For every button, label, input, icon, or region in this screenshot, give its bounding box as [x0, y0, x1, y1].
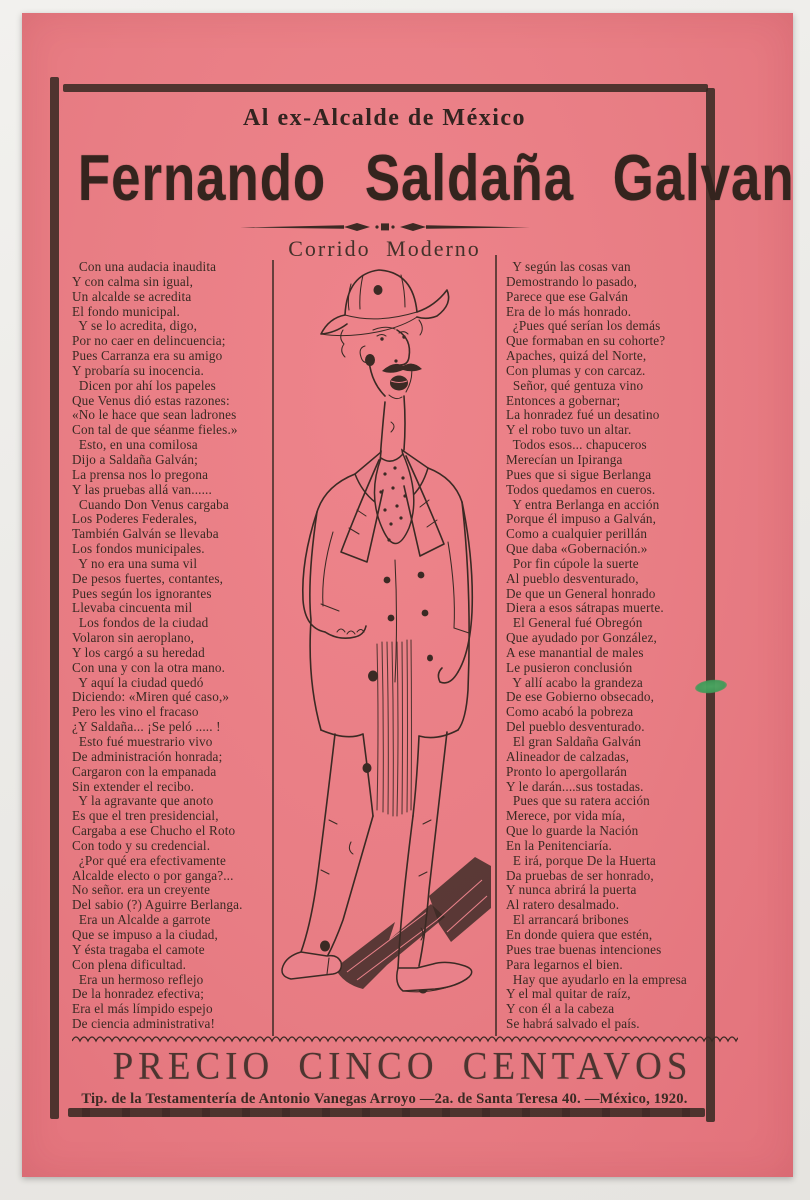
- verse-line: Al ratero desalmado.: [506, 897, 620, 913]
- verse-line: El General fué Obregón: [506, 615, 643, 631]
- verse-line: Los fondos de la ciudad: [72, 615, 209, 631]
- verse-line: Esto fué muestrario vivo: [72, 734, 213, 749]
- verse-line: Y entra Berlanga en acción: [506, 496, 660, 512]
- verse-line: Pues que su ratera acción: [506, 793, 650, 809]
- verse-line: En la Penitenciaría.: [506, 837, 612, 853]
- verse-line: Y allí acabo la grandeza: [506, 674, 643, 690]
- frame-rule-bottom: [68, 1108, 705, 1117]
- verse-line: Sin extender el recibo.: [72, 778, 195, 794]
- verse-line: Pues que si sigue Berlanga: [506, 466, 652, 482]
- verse-line: De pesos fuertes, contantes,: [72, 570, 224, 586]
- verse-line: Alineador de calzadas,: [506, 748, 630, 764]
- verse-line: Que se impuso a la ciudad,: [72, 926, 218, 942]
- verse-line: Que lo guarde la Nación: [506, 823, 639, 839]
- verse-line: Era un hermoso reflejo: [72, 971, 204, 987]
- verse-line: E irá, porque De la Huerta: [506, 852, 656, 868]
- verse-line: Todos quedamos en cueros.: [506, 481, 656, 497]
- verse-line: Pronto lo apergollarán: [506, 763, 627, 779]
- verse-line: De administración honrada;: [72, 748, 223, 764]
- verse-line: Todos esos... chapuceros: [506, 437, 647, 453]
- verse-line: Diciendo: «Miren qué caso,»: [72, 689, 230, 705]
- verse-line: Merecían un Ipiranga: [506, 451, 623, 467]
- verse-line: Cargaba a ese Chucho el Roto: [72, 823, 236, 839]
- verse-line: Un alcalde se acredita: [72, 288, 192, 304]
- frame-rule-left: [50, 77, 59, 1119]
- verse-line: Para legarnos el bien.: [506, 956, 623, 972]
- verse-line: De la honradez efectiva;: [72, 986, 205, 1002]
- imprint-line: Tip. de la Testamentería de Antonio Vanegas Arroyo —2a. de Santa Teresa 40. —México, 1920.: [81, 1091, 688, 1107]
- subtitle-text: Corrido Moderno: [288, 236, 481, 261]
- verse-line: Da pruebas de ser honrado,: [506, 867, 654, 883]
- verse-line: ¿Pues qué serían los demás: [506, 318, 661, 334]
- verse-line: Los fondos municipales.: [72, 541, 205, 557]
- column-rule-right: [495, 255, 497, 1036]
- verse-line: Con una y con la otra mano.: [72, 659, 226, 675]
- verse-line: Señor, qué gentuza vino: [506, 377, 644, 393]
- verse-line: Entonces a gobernar;: [506, 392, 621, 408]
- verse-line: Y ésta tragaba el camote: [72, 941, 205, 957]
- verse-column-right: [506, 260, 746, 1032]
- verse-line: Y aquí la ciudad quedó: [72, 674, 204, 690]
- verse-line: Hay que ayudarlo en la empresa: [506, 971, 687, 987]
- dandy-caricature-illustration: [277, 260, 492, 1035]
- verse-line: Que daba «Gobernación.»: [506, 541, 648, 557]
- verse-line: Dijo a Saldaña Galván;: [72, 451, 198, 467]
- verse-line: Era el más límpido espejo: [72, 1001, 213, 1017]
- verse-line: Con plena dificultad.: [72, 956, 187, 972]
- verse-line: Cargaron con la empanada: [72, 763, 217, 779]
- verse-line: Como a cualquier perillán: [506, 526, 648, 542]
- verse-line: Al pueblo desventurado,: [506, 570, 639, 586]
- verse-line: Que formaban en su cohorte?: [506, 333, 666, 349]
- header-block: [63, 93, 795, 262]
- ornamental-divider: [240, 220, 530, 234]
- verse-line: El fondo municipal.: [72, 303, 180, 319]
- verse-line: De ese Gobierno obsecado,: [506, 689, 655, 705]
- verse-line: Se habrá salvado el país.: [506, 1016, 640, 1032]
- verse-line: Con una audacia inaudita: [72, 259, 217, 274]
- verse-line: La prensa nos lo pregona: [72, 466, 209, 482]
- verse-line: ¿Y Saldaña... ¡Se peló ..... !: [72, 719, 221, 735]
- verse-line: Y con él a la cabeza: [506, 1001, 615, 1017]
- verse-line: El gran Saldaña Galván: [506, 734, 642, 749]
- verse-line: Esto, en una comilosa: [72, 437, 198, 453]
- verse-column-left: [72, 260, 284, 1032]
- kicker-text: Al ex-Alcalde de México: [242, 105, 527, 131]
- verse-line: Apaches, quizá del Norte,: [506, 348, 647, 364]
- verse-line: Con todo y su credencial.: [72, 837, 211, 853]
- verse-line: ¿Por qué era efectivamente: [72, 852, 226, 868]
- verse-line: Demostrando lo pasado,: [506, 273, 638, 289]
- price-line: PRECIO CINCO CENTAVOS: [112, 1044, 693, 1089]
- verse-line: De que un General honrado: [506, 585, 656, 601]
- verse-line: Pues trae buenas intenciones: [506, 941, 662, 957]
- verse-line: Y nunca abrirá la puerta: [506, 882, 637, 898]
- verse-line: Cuando Don Venus cargaba: [72, 496, 229, 512]
- broadside-sheet: [22, 13, 793, 1177]
- verse-line: También Galván se llevaba: [72, 526, 219, 542]
- verse-line: Alcalde electo o por ganga?...: [72, 867, 234, 883]
- page-title: Fernando Saldaña Galvan: [77, 141, 795, 215]
- verse-line: Con tal de que séanme fieles.»: [72, 422, 238, 438]
- verse-line: En donde quiera que estén,: [506, 926, 653, 942]
- verse-line: Era un Alcalde a garrote: [72, 912, 211, 928]
- verse-line: Y le darán....sus tostadas.: [506, 778, 644, 794]
- column-rule-left: [272, 260, 274, 1036]
- verse-line: Pero les vino el fracaso: [72, 704, 199, 720]
- verse-line: Y el robo tuvo un altar.: [506, 422, 632, 438]
- verse-line: Y no era una suma vil: [72, 555, 198, 571]
- verse-line: Y el mal quitar de raíz,: [506, 986, 631, 1002]
- verse-line: Parece que ese Galván: [506, 288, 629, 304]
- verse-line: Era de lo más honrado.: [506, 303, 632, 319]
- verse-line: Porque él impuso a Galván,: [506, 511, 657, 527]
- title-row: [63, 140, 795, 215]
- verse-line: El arrancará bribones: [506, 912, 629, 928]
- verse-line: Le pusieron conclusión: [506, 659, 633, 675]
- verse-line: Por fin cúpole la suerte: [506, 555, 639, 571]
- verse-line: Es que el tren presidencial,: [72, 808, 219, 824]
- verse-line: Que ayudado por González,: [506, 630, 657, 646]
- verse-line: «No le hace que sean ladrones: [72, 407, 237, 423]
- verse-line: Y se lo acredita, digo,: [72, 318, 198, 334]
- verse-line: Diera a esos sátrapas muerte.: [506, 600, 664, 616]
- verse-line: Y la agravante que anoto: [72, 793, 214, 809]
- verse-line: Por no caer en delincuencia;: [72, 333, 226, 349]
- verse-line: Dicen por ahí los papeles: [72, 377, 216, 393]
- verse-line: Y probaría su inocencia.: [72, 362, 205, 378]
- verse-line: Y según las cosas van: [506, 259, 631, 274]
- verse-line: Del pueblo desventurado.: [506, 719, 645, 735]
- verse-line: Con plumas y con carcaz.: [506, 362, 646, 378]
- verse-line: Y con calma sin igual,: [72, 273, 194, 289]
- verse-line: A ese manantial de males: [506, 644, 644, 660]
- verse-line: Del sabio (?) Aguirre Berlanga.: [72, 897, 243, 913]
- verse-line: No señor. era un creyente: [72, 882, 211, 898]
- verse-line: Que Venus dió estas razones:: [72, 392, 230, 408]
- frame-rule-top: [63, 84, 708, 92]
- verse-line: Pues según los ignorantes: [72, 585, 212, 601]
- verse-line: Pues Carranza era su amigo: [72, 348, 223, 364]
- verse-line: Los Poderes Federales,: [72, 511, 198, 527]
- verse-line: De ciencia administrativa!: [72, 1016, 216, 1032]
- verse-line: Como acabó la pobreza: [506, 704, 634, 720]
- verse-line: Llevaba cincuenta mil: [72, 600, 193, 616]
- verse-line: Merece, por vida mía,: [506, 808, 626, 824]
- verse-line: Y los cargó a su heredad: [72, 644, 205, 660]
- verse-line: Volaron sin aeroplano,: [72, 630, 195, 646]
- verse-line: La honradez fué un desatino: [506, 407, 660, 423]
- verse-line: Y las pruebas allá van......: [72, 481, 212, 497]
